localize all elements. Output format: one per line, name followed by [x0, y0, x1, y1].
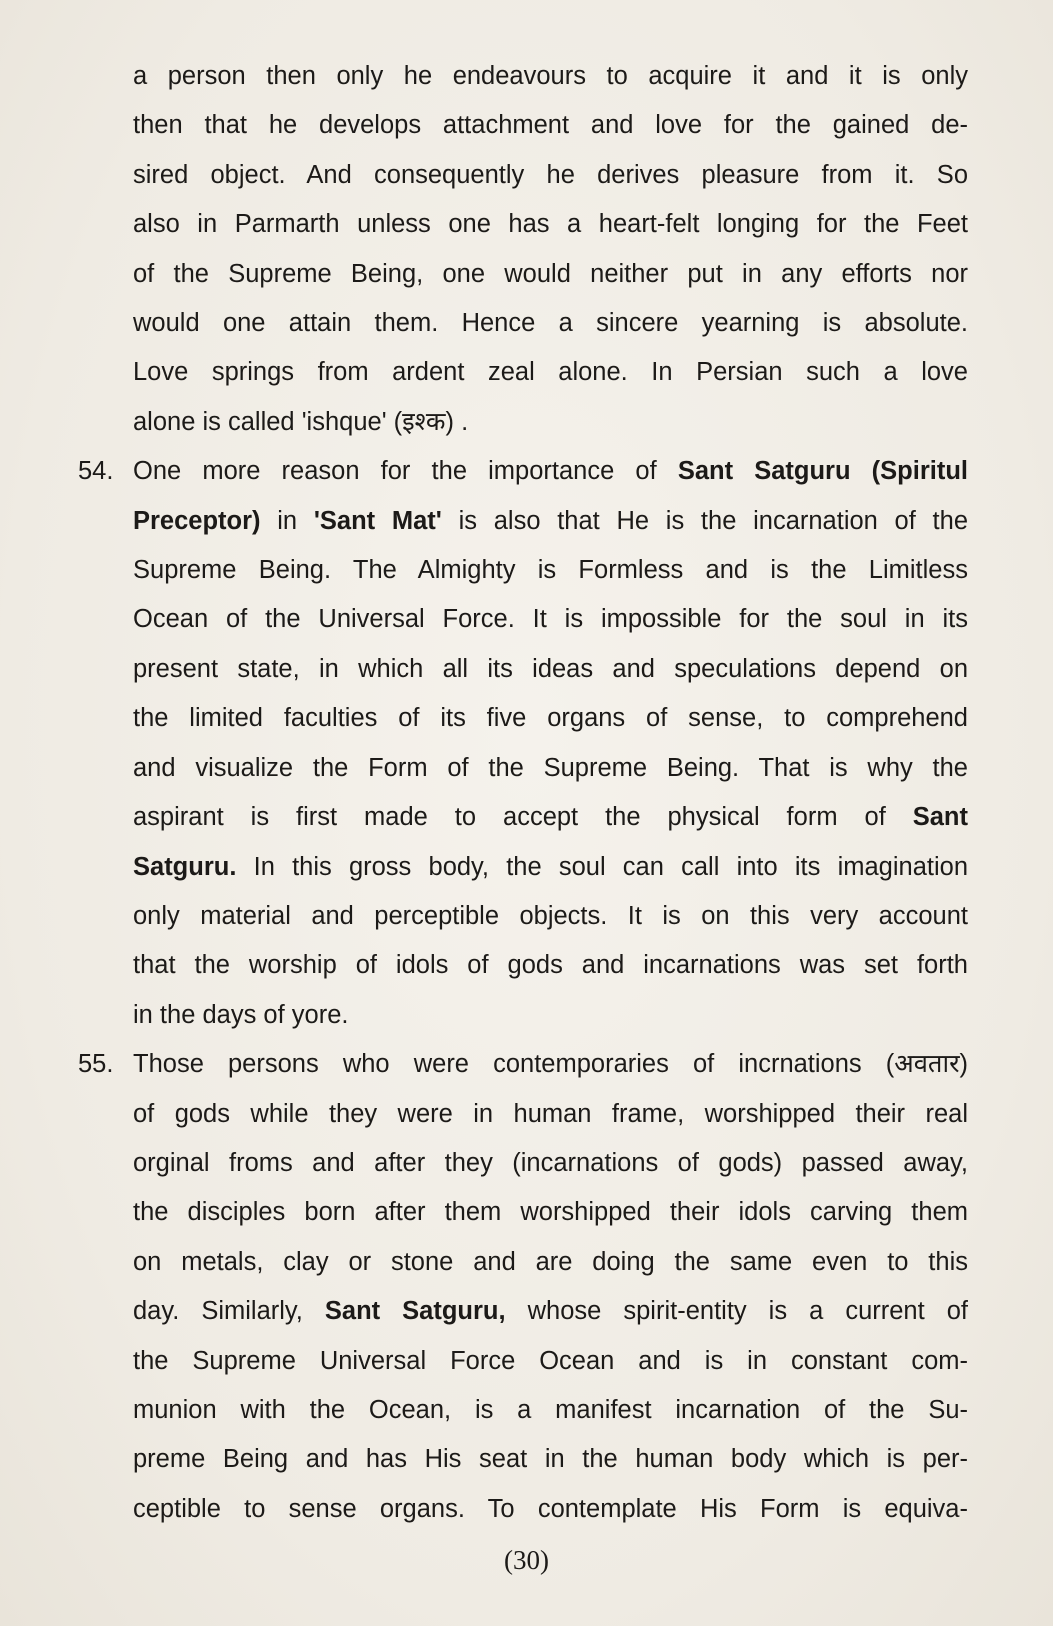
text-line	[133, 497, 968, 546]
paragraph-55	[78, 1040, 968, 1534]
paragraph-number: 55.	[78, 1050, 114, 1079]
text-line: preme Being and has His seat in the human body which is per-	[133, 1445, 968, 1474]
text-line: the disciples born after them worshipped their idols carving them	[133, 1198, 968, 1227]
text-run: aspirant is first made to accept the physical form of	[133, 803, 913, 832]
text-line: Love springs from ardent zeal alone. In Persian such a love	[133, 358, 968, 387]
page-number: (30)	[504, 1545, 549, 1575]
text-line	[133, 793, 968, 842]
text-line: Those persons who were contemporaries of incrnations (अवतार)	[133, 1050, 968, 1079]
text-line: sired object. And consequently he derives pleasure from it. So	[133, 160, 968, 189]
body-text	[78, 52, 968, 1534]
text-line: of gods while they were in human frame, worshipped their real	[133, 1099, 968, 1128]
text-run: In this gross body, the soul can call into its imagination	[236, 852, 968, 881]
text-line	[133, 843, 968, 892]
bold-term: Sant Satguru,	[324, 1297, 506, 1326]
text-line	[133, 447, 968, 496]
bold-term: 'Sant Mat'	[313, 506, 442, 535]
bold-term: Satguru.	[133, 852, 237, 881]
text-line: then that he develops attachment and love for the gained de-	[133, 111, 968, 140]
text-line: alone is called 'ishque' (इश्क) .	[133, 407, 469, 436]
text-run: One more reason for the importance of	[133, 457, 678, 486]
paragraph-number: 54.	[78, 457, 114, 486]
text-line: Ocean of the Universal Force. It is impossible for the soul in its	[133, 605, 968, 634]
bold-term: Preceptor)	[133, 506, 261, 535]
bold-term: Sant Satguru (Spiritul	[677, 457, 968, 486]
paragraph-continued	[78, 52, 968, 447]
text-line: Supreme Being. The Almighty is Formless and is the Limitless	[133, 556, 968, 585]
text-line: the limited faculties of its five organs of sense, to comprehend	[133, 704, 968, 733]
text-line: that the worship of idols of gods and incarnations was set forth	[133, 951, 968, 980]
paragraph-54	[78, 447, 968, 1040]
text-line: the Supreme Universal Force Ocean and is in constant com-	[133, 1346, 968, 1375]
text-line: and visualize the Form of the Supreme Being. That is why the	[133, 753, 968, 782]
text-line: only material and perceptible objects. It is on this very account	[133, 901, 968, 930]
text-line: munion with the Ocean, is a manifest incarnation of the Su-	[133, 1395, 968, 1424]
text-line: on metals, clay or stone and are doing the same even to this	[133, 1247, 968, 1276]
text-line: ceptible to sense organs. To contemplate His Form is equiva-	[133, 1494, 968, 1523]
text-line: orginal froms and after they (incarnations of gods) passed away,	[133, 1148, 968, 1177]
text-line: a person then only he endeavours to acquire it and it is only	[133, 62, 968, 90]
text-run: day. Similarly,	[133, 1297, 325, 1326]
text-line: present state, in which all its ideas and speculations depend on	[133, 654, 968, 683]
bold-term: Sant	[912, 803, 968, 832]
text-run: whose spirit-entity is a current of	[505, 1297, 968, 1326]
text-line: also in Parmarth unless one has a heart-felt longing for the Feet	[133, 210, 968, 239]
text-line: would one attain them. Hence a sincere yearning is absolute.	[133, 309, 968, 338]
text-run: in	[260, 506, 314, 535]
text-run: is also that He is the incarnation of the	[441, 506, 968, 535]
text-line: of the Supreme Being, one would neither put in any efforts nor	[133, 259, 968, 288]
text-line	[133, 1287, 968, 1336]
text-line: in the days of yore.	[133, 1000, 349, 1029]
